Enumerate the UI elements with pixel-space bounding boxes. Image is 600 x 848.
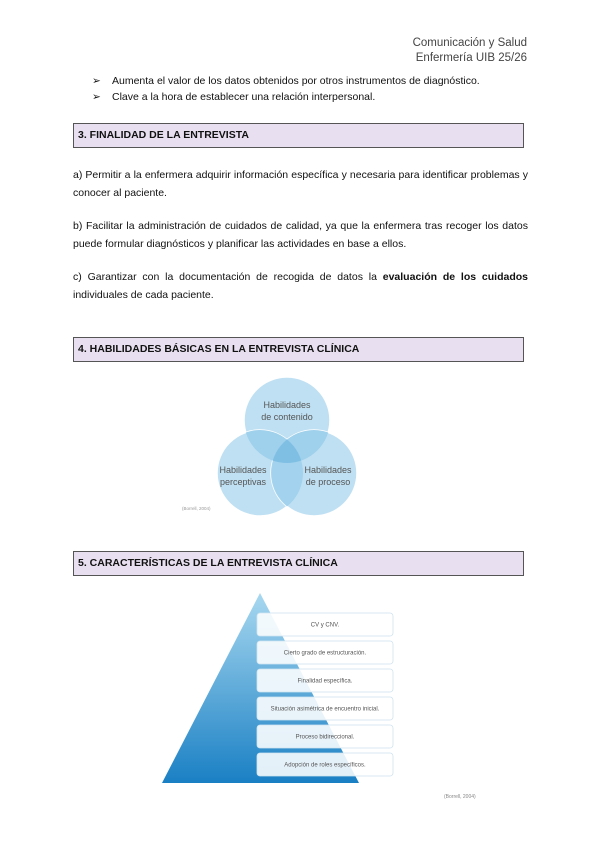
- venn-label-perceptive-2: perceptivas: [219, 477, 267, 487]
- bullet-item: ➢ Aumenta el valor de los datos obtenidos por otros instrumentos de diagnóstico.: [92, 75, 480, 87]
- pyramid-item-label: Adopción de roles específicos.: [284, 762, 366, 769]
- pyramid-item-label: Situación asimétrica de encuentro inicial.: [270, 706, 380, 713]
- venn-label-content-2: de contenido: [261, 412, 313, 422]
- section-heading-3: 3. FINALIDAD DE LA ENTREVISTA: [73, 123, 524, 148]
- section-heading-5: 5. CARACTERÍSTICAS DE LA ENTREVISTA CLÍNICA: [73, 551, 524, 576]
- header-course: Comunicación y Salud: [412, 37, 527, 49]
- bullet-item: ➢ Clave a la hora de establecer una relación interpersonal.: [92, 91, 376, 103]
- page-header: [413, 36, 527, 66]
- bullet-list: [92, 73, 480, 105]
- venn-label-process-1: Habilidades: [304, 465, 352, 475]
- paragraph-b: b) Facilitar la administración de cuidados de calidad, ya que la enfermera tras recoger los datos puede formular diagnósticos y planificar las actividades en base a ellos.: [73, 220, 528, 250]
- venn-source: (Borrell, 2004): [182, 506, 211, 511]
- pyramid-source: (Borrell, 2004): [444, 794, 476, 800]
- section-heading-4: 4. HABILIDADES BÁSICAS EN LA ENTREVISTA CLÍNICA: [73, 337, 524, 362]
- arrow-bullet-icon: ➢: [92, 75, 101, 87]
- venn-diagram: [170, 375, 370, 520]
- pyramid-item-label: Finalidad específica.: [297, 678, 353, 685]
- venn-label-process-2: de proceso: [305, 477, 351, 487]
- paragraph-a: a) Permitir a la enfermera adquirir información específica y necesaria para identificar problemas y conocer al paciente.: [73, 169, 528, 199]
- pyramid-item-label: Proceso bidireccional.: [295, 734, 355, 741]
- arrow-bullet-icon: ➢: [92, 91, 101, 103]
- paragraph-c: c) Garantizar con la documentación de recogida de datos la evaluación de los cuidados individuales de cada paciente.: [73, 271, 528, 301]
- header-program: Enfermería UIB 25/26: [415, 52, 527, 64]
- pyramid-item-label: Cierto grado de estructuración.: [283, 650, 367, 657]
- venn-label-perceptive-1: Habilidades: [219, 465, 267, 475]
- venn-label-content-1: Habilidades: [263, 400, 311, 410]
- pyramid-item-label: CV y CNV.: [310, 622, 340, 629]
- pyramid-diagram: [152, 588, 482, 808]
